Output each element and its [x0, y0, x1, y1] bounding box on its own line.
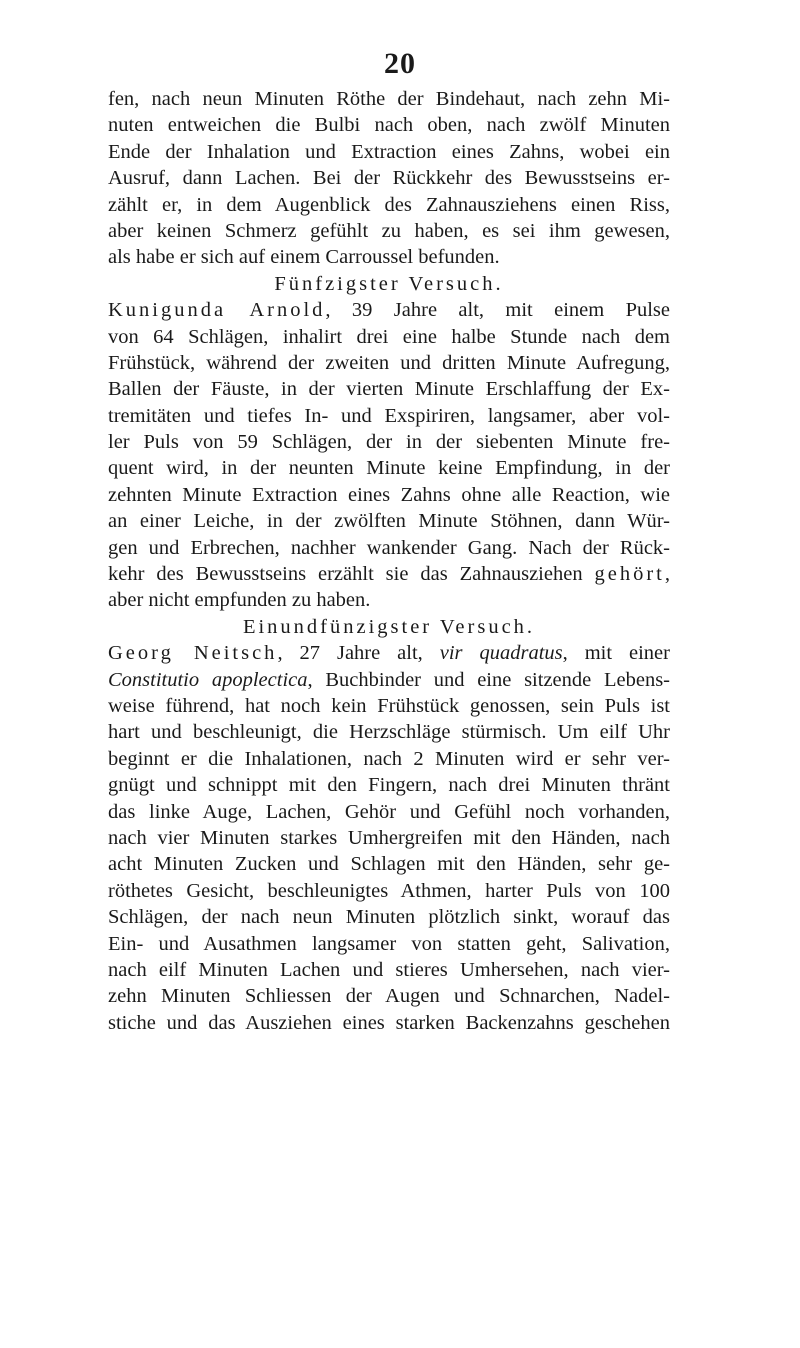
spaced-text: Georg Neitsch: [108, 642, 278, 665]
body-text: [108, 86, 670, 1036]
text-line: [108, 878, 670, 904]
text-line: [108, 746, 670, 772]
text-line: [108, 561, 670, 587]
text-run: nach eilf Minuten Lachen und stieres Umhersehen, nach vier-: [108, 958, 670, 981]
text-run: von 64 Schlägen, inhalirt drei eine halbe Stunde nach dem: [108, 325, 670, 348]
text-run: Ballen der Fäuste, in der vierten Minute Erschlaffung der Ex-: [108, 378, 670, 401]
text-run: Einundfünzigster Versuch.: [242, 615, 536, 638]
text-run: aber keinen Schmerz gefühlt zu haben, es sei ihm gewesen,: [108, 219, 670, 242]
text-run: , Buchbinder und eine sitzende Lebens-: [307, 668, 670, 691]
text-run: Frühstück, während der zweiten und dritten Minute Aufregung,: [108, 351, 670, 374]
text-run: , 27 Jahre alt,: [277, 642, 440, 665]
text-run: das linke Auge, Lachen, Gehör und Gefühl noch vorhanden,: [108, 800, 670, 823]
text-line: [108, 931, 670, 957]
text-line: [108, 244, 670, 270]
text-line: [108, 799, 670, 825]
text-line: [108, 508, 670, 534]
text-run: zehnten Minute Extraction eines Zahns ohne alle Reaction, wie: [108, 483, 670, 506]
text-line: [108, 429, 670, 455]
spaced-text: Kunigunda Arnold: [108, 299, 326, 322]
text-run: an einer Leiche, in der zwölften Minute Stöhnen, dann Wür-: [108, 510, 670, 533]
text-line: [108, 957, 670, 983]
text-run: weise führend, hat noch kein Frühstück genossen, sein Puls ist: [108, 694, 670, 717]
text-run: nach vier Minuten starkes Umhergreifen mit den Händen, nach: [108, 826, 670, 849]
text-run: Ausruf, dann Lachen. Bei der Rückkehr des Bewusstseins er-: [108, 167, 670, 190]
text-run: fen, nach neun Minuten Röthe der Bindehaut, nach zehn Mi-: [108, 88, 670, 110]
text-run: gen und Erbrechen, nachher wankender Gang. Nach der Rück-: [108, 536, 670, 559]
text-run: Ende der Inhalation und Extraction eines Zahns, wobei ein: [108, 140, 670, 163]
text-line: [108, 455, 670, 481]
text-run: nuten entweichen die Bulbi nach oben, nach zwölf Minuten: [108, 114, 670, 137]
text-line: [108, 218, 670, 244]
italic-text: Constitutio apoplectica: [108, 668, 308, 691]
text-line: [108, 139, 670, 165]
text-line: [108, 983, 670, 1009]
text-line: [108, 772, 670, 798]
text-run: , mit einer: [562, 642, 670, 665]
page-number: 20: [384, 47, 416, 80]
text-run: aber nicht empfunden zu haben.: [108, 589, 371, 612]
text-run: , 39 Jahre alt, mit einem Pulse: [325, 299, 670, 322]
spaced-text: gehört: [594, 563, 665, 586]
text-run: zehn Minuten Schliessen der Augen und Schnarchen, Nadel-: [108, 985, 670, 1008]
text-line: [108, 904, 670, 930]
text-run: quent wird, in der neunten Minute keine Empfindung, in der: [108, 457, 670, 480]
text-line: [108, 482, 670, 508]
text-run: kehr des Bewusstseins erzählt sie das Zahnausziehen: [108, 563, 595, 586]
text-line: [108, 640, 670, 666]
text-line: [108, 403, 670, 429]
text-run: acht Minuten Zucken und Schlagen mit den Händen, sehr ge-: [108, 853, 670, 876]
italic-text: vir quadratus: [439, 642, 563, 665]
text-line: [108, 112, 670, 138]
text-line: [108, 825, 670, 851]
text-line: [108, 667, 670, 693]
text-run: beginnt er die Inhalationen, nach 2 Minuten wird er sehr ver-: [108, 747, 670, 770]
text-line: [108, 535, 670, 561]
text-line: [108, 693, 670, 719]
text-line: [108, 165, 670, 191]
text-line: [108, 350, 670, 376]
text-run: hart und beschleunigt, die Herzschläge stürmisch. Um eilf Uhr: [108, 721, 670, 744]
text-line: [108, 297, 670, 323]
section-heading: [108, 614, 670, 640]
text-run: als habe er sich auf einem Carroussel befunden.: [108, 246, 500, 269]
text-run: stiche und das Ausziehen eines starken Backenzahns geschehen: [108, 1011, 670, 1034]
text-run: röthetes Gesicht, beschleunigtes Athmen, harter Puls von 100: [108, 879, 670, 902]
text-line: [108, 851, 670, 877]
text-run: zählt er, in dem Augenblick des Zahnausziehens einen Riss,: [108, 193, 670, 216]
text-run: Fünfzigster Versuch.: [274, 272, 504, 295]
text-run: tremitäten und tiefes In- und Exspiriren, langsamer, aber vol-: [108, 404, 670, 427]
text-run: ler Puls von 59 Schlägen, der in der siebenten Minute fre-: [108, 431, 670, 454]
text-line: [108, 1010, 670, 1036]
text-line: [108, 719, 670, 745]
section-heading: [108, 271, 670, 297]
text-line: [108, 86, 670, 112]
text-line: [108, 324, 670, 350]
text-line: [108, 587, 670, 613]
text-line: [108, 376, 670, 402]
text-run: Ein- und Ausathmen langsamer von statten geht, Salivation,: [108, 932, 670, 955]
text-run: ,: [664, 563, 670, 586]
text-run: gnügt und schnippt mit den Fingern, nach drei Minuten thränt: [108, 774, 670, 797]
text-run: Schlägen, der nach neun Minuten plötzlich sinkt, worauf das: [108, 906, 670, 929]
text-line: [108, 192, 670, 218]
